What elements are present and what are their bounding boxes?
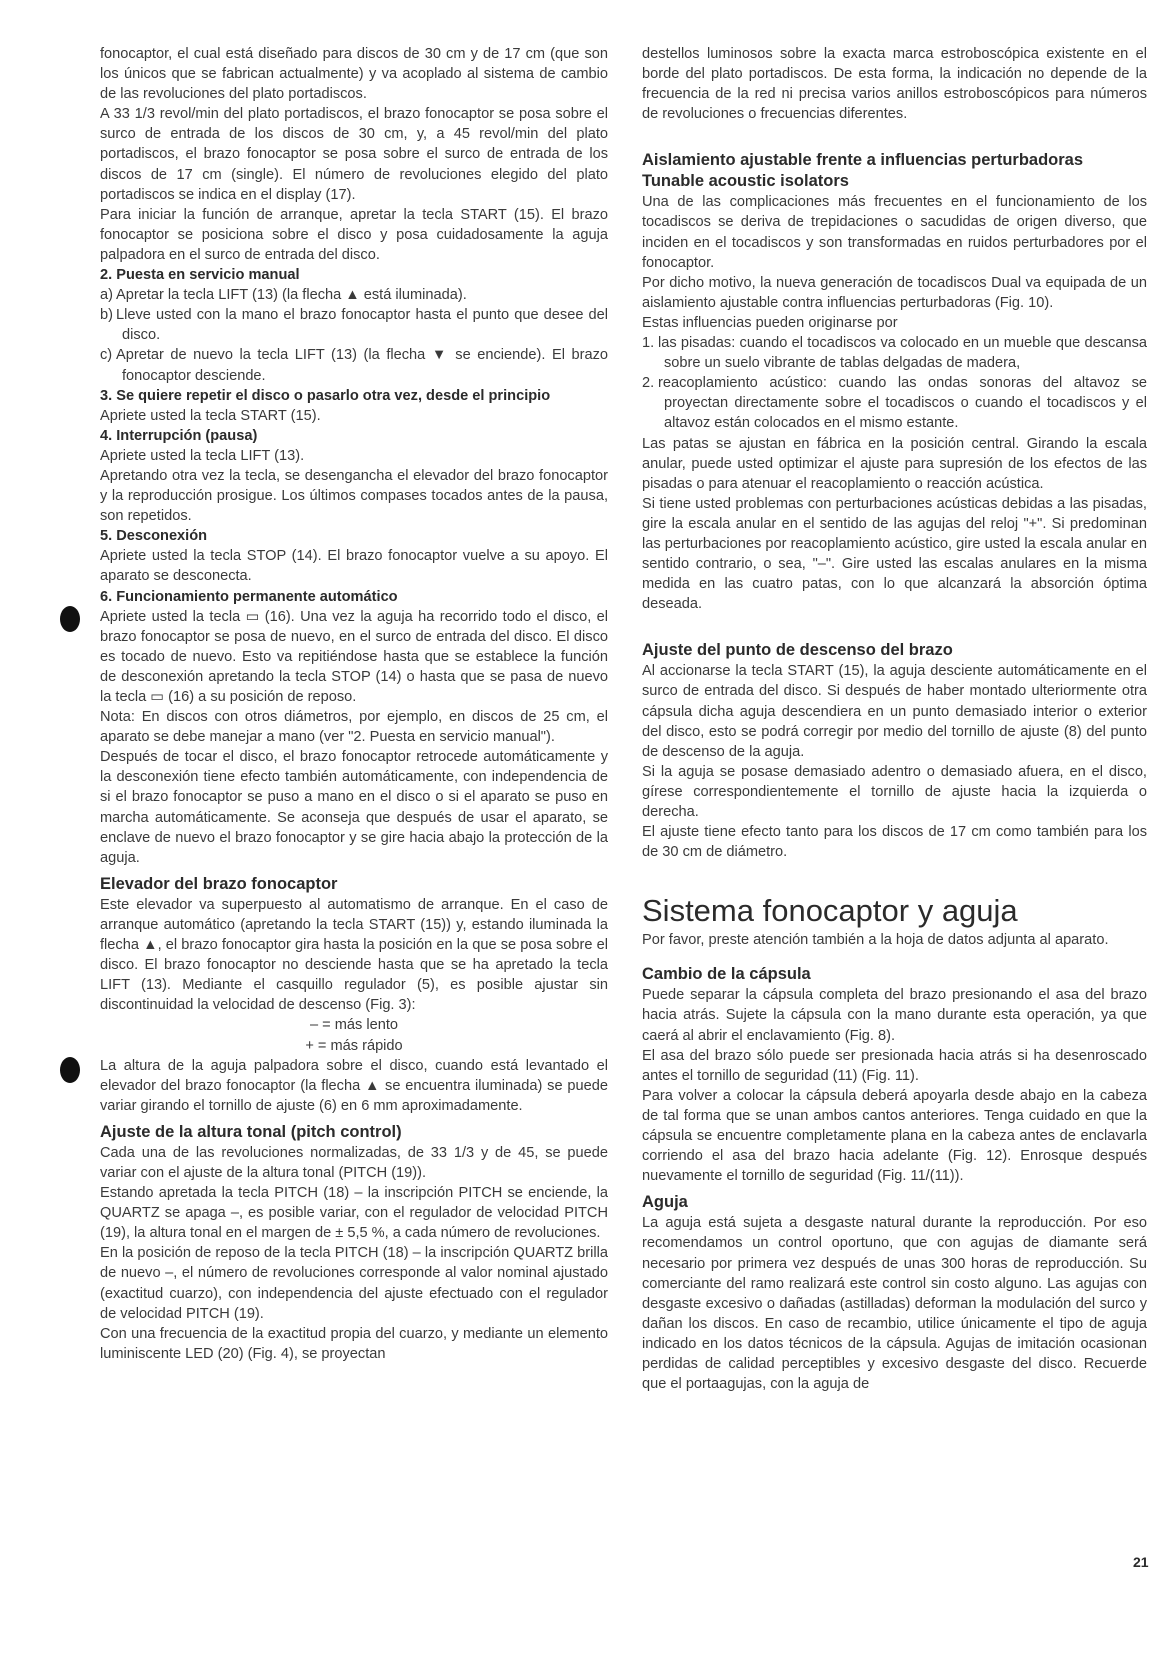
paragraph: Este elevador va superpuesto al automatismo de arranque. En el caso de arranque automático (apretando la tecla START (15)) y, estando iluminada la flecha ▲, el brazo fonocaptor gira hasta la posición en la que se posa sobre el disco. El brazo fonocaptor no desciende hasta que se ha apretado la tecla LIFT (13). Mediante el casquillo regulador (5), es posible ajustar sin discontinuidad la velocidad de descenso (Fig. 3): (100, 896, 608, 1014)
step-2-title: 2. Puesta en servicio manual (100, 267, 300, 284)
speed-faster: + = más rápido (305, 1037, 403, 1054)
paragraph: Cada una de las revoluciones normalizadas, de 33 1/3 y de 45, se puede variar con el ajuste de la altura tonal (PITCH (19)). (100, 1144, 608, 1181)
step-4-title: 4. Interrupción (pausa) (100, 427, 258, 444)
paragraph: Por favor, preste atención también a la hoja de datos adjunta al aparato. (642, 932, 1109, 949)
heading-aislamiento: Aislamiento ajustable frente a influencias perturbadoras (642, 151, 1084, 170)
paragraph: Estando apretada la tecla PITCH (18) – la inscripción PITCH se enciende, la QUARTZ se apaga –, es posible variar, con el regulador de velocidad PITCH (19), la altura tonal en el margen de ± 5,5 %, a cada número de revoluciones. (100, 1185, 608, 1242)
paragraph: Estas influencias pueden originarse por (642, 314, 898, 331)
paragraph: Apriete usted la tecla LIFT (13). (100, 447, 305, 464)
paragraph: fonocaptor, el cual está diseñado para discos de 30 cm y de 17 cm (que son los únicos que se fabrican actualmente) y va acoplado al sistema de cambio de las revoluciones del plato portadiscos. (100, 46, 608, 103)
paragraph: Si tiene usted problemas con perturbaciones acústicas debidas a las pisadas, gire la escala anular en el sentido de las agujas del reloj "+". Si predominan las perturbaciones por reacoplamiento acústico, gire usted la escala anular en sentido contrario, o sea, "–". Gire usted las escalas anulares en la misma medida en las cuatro patas, con lo que alcanzará la absorción óptima deseada. (642, 495, 1147, 613)
paragraph: Al accionarse la tecla START (15), la aguja desciente automáticamente en el surco de entrada del disco. Si después de haber montado ulteriormente otra cápsula dicha aguja descendiera en un punto demasiado interior o exterior del disco, esto se podrá corregir por medio del tornillo de ajuste (8) del punto de descenso de la aguja. (642, 663, 1147, 760)
binder-hole-bottom (60, 1057, 80, 1083)
binder-hole-top (60, 606, 80, 632)
list-item: 2. reacoplamiento acústico: cuando las ondas sonoras del altavoz se proyectan directamente sobre el tocadiscos o cuando el tocadiscos y el altavoz están colocados en el mismo estante. (642, 375, 1147, 432)
step-5-title: 5. Desconexión (100, 528, 208, 545)
paragraph: Una de las complicaciones más frecuentes en el funcionamiento de los tocadiscos se deriva de trepidaciones o sacudidas de origen diverso, que inciden en el tocadiscos y son transformadas en ruidos perturbadores por el fonocaptor. (642, 194, 1147, 271)
paragraph: Con una frecuencia de la exactitud propia del cuarzo, y mediante un elemento luminiscente LED (20) (Fig. 4), se proyectan (100, 1325, 608, 1362)
paragraph: El asa del brazo sólo puede ser presionada hacia atrás si ha desenroscado antes el tornillo de seguridad (11) (Fig. 11). (642, 1047, 1147, 1084)
paragraph: Después de tocar el disco, el brazo fonocaptor retrocede automáticamente y la desconexión tiene efecto también automáticamente, con independencia de si el brazo fonocaptor se puso a mano en el disco o si el aparato se puso en marcha automáticamente. Se aconseja que después de usar el aparato, se enclave de nuevo el brazo fonocaptor y se gire hacia abajo la protección de la aguja. (100, 749, 608, 866)
right-column (642, 44, 1147, 1394)
heading-aguja: Aguja (642, 1193, 688, 1212)
step-2c: c) Apretar de nuevo la tecla LIFT (13) (la flecha ▼ se enciende). El brazo fonocaptor desciende. (100, 347, 608, 384)
paragraph: Puede separar la cápsula completa del brazo presionando el asa del brazo hacia atrás. Sujete la cápsula con la mano durante esta operación, ya que caerá al abrir el enclavamiento (Fig. 8). (642, 987, 1147, 1044)
paragraph: En la posición de reposo de la tecla PITCH (18) – la inscripción QUARTZ brilla de nuevo –, el número de revoluciones corresponde al valor nominal ajustado (exactitud cuarzo), con independencia del ajuste efectuado con el regulador de velocidad PITCH (19). (100, 1245, 608, 1322)
paragraph: Apretando otra vez la tecla, se desengancha el elevador del brazo fonocaptor y la reproducción prosigue. Los últimos compases tocados antes de la pausa, son repetidos. (100, 467, 608, 525)
heading-cambio: Cambio de la cápsula (642, 965, 811, 984)
section-title: Sistema fonocaptor y aguja (642, 893, 1018, 929)
speed-slower: – = más lento (309, 1017, 399, 1034)
paragraph: A 33 1/3 revol/min del plato portadiscos, el brazo fonocaptor se posa sobre el surco de entrada de los discos de 30 cm, y, a 45 revol/min del plato portadiscos, el brazo fonocaptor se posa sobre el surco de entrada de los discos de 17 cm (single). El número de revoluciones elegido del plato portadiscos se indica en el display (17). (100, 106, 608, 203)
paragraph: La altura de la aguja palpadora sobre el disco, cuando está levantado el elevador del brazo fonocaptor (la flecha ▲ se encuentra iluminada) se puede variar girando el tornillo de ajuste (6) en 6 mm aproximadamente. (100, 1057, 608, 1114)
list-item: 1. las pisadas: cuando el tocadiscos va colocado en un mueble que descansa sobre un suelo vibrante de tablas delgadas de madera, (642, 335, 1147, 372)
paragraph: Apriete usted la tecla START (15). (100, 407, 321, 424)
note: Nota: En discos con otros diámetros, por ejemplo, en discos de 25 cm, el aparato se debe manejar a mano (ver "2. Puesta en servicio manual"). (100, 709, 608, 746)
paragraph: Por dicho motivo, la nueva generación de tocadiscos Dual va equipada de un aislamiento ajustable contra influencias perturbadoras (Fig. 10). (642, 274, 1147, 311)
paragraph: Apriete usted la tecla STOP (14). El brazo fonocaptor vuelve a su apoyo. El aparato se desconecta. (100, 548, 608, 585)
heading-descenso: Ajuste del punto de descenso del brazo (642, 641, 953, 660)
step-3-title: 3. Se quiere repetir el disco o pasarlo otra vez, desde el principio (100, 387, 551, 404)
paragraph: Para volver a colocar la cápsula deberá apoyarla desde abajo en la cabeza de tal forma que se unan ambos cantos anteriores. Tenga cuidado en que la cápsula se encuentre completamente plana en la cabeza antes de enclavarla corriendo el asa del brazo hacia adelante (Fig. 12). Enrosque después nuevamente el tornillo de seguridad (Fig. 11/(11)). (642, 1087, 1147, 1185)
step-2b: b) Lleve usted con la mano el brazo fonocaptor hasta el punto que desee del disco. (100, 307, 608, 344)
heading-elevador: Elevador del brazo fonocaptor (100, 874, 338, 893)
heading-tunable: Tunable acoustic isolators (642, 172, 849, 191)
left-column (100, 44, 608, 1364)
paragraph: destellos luminosos sobre la exacta marca estroboscópica existente en el borde del plato portadiscos. De esta forma, la indicación no depende de la frecuencia de la red ni precisa varios anillos estroboscópicos para números de revoluciones o frecuencias diferentes. (642, 46, 1147, 123)
step-6-title: 6. Funcionamiento permanente automático (100, 588, 398, 605)
paragraph: El ajuste tiene efecto tanto para los discos de 17 cm como también para los de 30 cm de diámetro. (642, 824, 1147, 861)
paragraph: Para iniciar la función de arranque, apretar la tecla START (15). El brazo fonocaptor se posiciona sobre el disco y posa cuidadosamente la aguja palpadora en el surco de entrada del disco. (100, 206, 608, 263)
paragraph: La aguja está sujeta a desgaste natural durante la reproducción. Por eso recomendamos un control oportuno, que con agujas de diamante será necesario por primera vez después de unas 300 horas de reproducción. Su comerciante del ramo realizará este control sin costo alguno. Las agujas con desgaste excesivo o dañadas (astilladas) deforman la modulación del surco y dañan los discos. En caso de recambio, utilice únicamente el tipo de aguja indicado en los datos técnicos de la cápsula. Agujas de imitación ocasionan perdidas de calidad perceptibles y excesivo desgaste del disco. Recuerde que el portaagujas, con la aguja de (642, 1215, 1147, 1393)
heading-pitch: Ajuste de la altura tonal (pitch control) (100, 1122, 402, 1141)
paragraph: Si la aguja se posase demasiado adentro o demasiado afuera, en el disco, gírese correspondientemente el tornillo de ajuste hacia la izquierda o derecha. (642, 763, 1147, 820)
step-2a: a) Apretar la tecla LIFT (13) (la flecha ▲ está iluminada). (100, 287, 467, 304)
page-number: 21 (1133, 1554, 1149, 1570)
paragraph: Apriete usted la tecla ▭ (16). Una vez la aguja ha recorrido todo el disco, el brazo fonocaptor se posa de nuevo, en el surco de entrada del disco. El disco es tocado de nuevo. Esto va repitiéndose hasta que se establece la función de desconexión apretando la tecla STOP (14) o hasta que se pasa de nuevo la tecla ▭ (16) a su posición de reposo. (100, 608, 608, 705)
paragraph: Las patas se ajustan en fábrica en la posición central. Girando la escala anular, puede usted optimizar el ajuste para supresión de los efectos de las pisadas o para atenuar el reacoplamiento o reacción acústica. (642, 435, 1147, 492)
